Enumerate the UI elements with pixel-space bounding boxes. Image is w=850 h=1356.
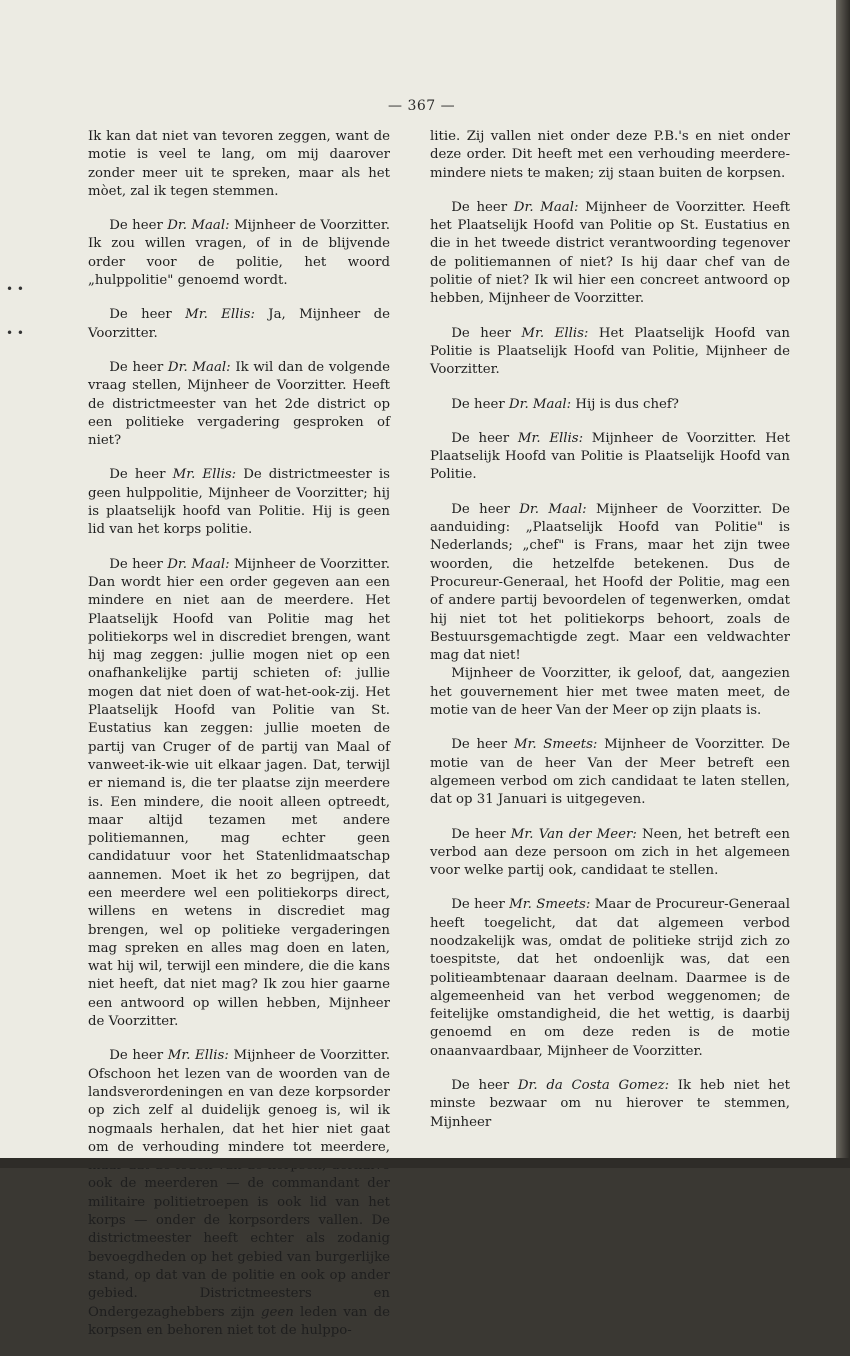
speech-paragraph [430,325,790,380]
speech-text: Neen, het betreft een verbod aan deze persoon om zich in het algemeen voor welke partij ook, candidaat te stellen. [430,826,790,879]
speech-text: Ik wil dan de volgende vraag stellen, Mijnheer de Voorzitter. Heeft de districtmeester van het 2de district op een politieke vergadering gesproken of niet? [88,359,390,449]
speaker-name: Dr. Maal: [508,396,572,412]
speech-paragraph [430,1077,790,1132]
speech-text: Maar de Procureur-Generaal heeft toegelicht, dat dat algemeen verbod noodzakelijk was, omdat de politieke strijd zich zo toespitste, dat het ondoenlijk was, dat een politieambtenaar daaraan deelnam. Daarmee is de algemeenheid van het verbod weggenomen; de feitelijke omstandigheid, die het wettig, is daarbij genoemd en om deze reden is de motie onaanvaardbaar, Mijnheer de Voorzitter. [430,897,790,1059]
speech-paragraph [88,217,390,290]
continued-paragraph [430,128,790,183]
speaker-name: Mr. Ellis: [521,325,589,341]
scan-edge-bottom [0,1158,850,1168]
speech-text: litie. Zij vallen niet onder deze P.B.'s en niet onder deze order. Dit heeft met een verhouding meerdere-mindere niets te maken; zij staan buiten de korpsen. [430,129,790,181]
speaker-name: Mr. Ellis: [185,307,255,323]
speech-text: De heer [451,1078,518,1094]
speech-paragraph [430,199,790,309]
speech-text: Mijnheer de Voorzitter. De motie van de heer Van der Meer betreft een algemeen verbod om zich candidaat te laten stellen, dat op 31 Januari is uitgegeven. [430,737,790,808]
speech-text: leden van de korpsen en behoren niet tot de hulppo- [88,1304,390,1338]
continued-paragraph [88,128,390,201]
speech-paragraph [88,1047,390,1340]
speaker-name: Mr. Ellis: [172,467,237,483]
speech-text: De heer [451,199,514,215]
speech-text: De heer [109,467,173,483]
speech-text: Mijnheer de Voorzitter. Ofschoon het lezen van de woorden van de landsverordeningen en van deze korpsorder op zich zelf al duidelijk genoeg is, wil ik nogmaals herhalen, dat het hier niet gaat om de verhouding mindere tot meerdere, ook de meerderen — de commandant der militaire politietroepen is ook lid van het korps — onder de korpsorders vallen. De districtmeester heeft echter als zodanig bevoegdheden op het gebied van burgerlijke stand, op dat van de politie en ook op ander gebied. Districtmeesters en Ondergezaghebbers zijn [88,1048,390,1320]
speech-text: Ik heb niet het minste bezwaar om nu hierover te stemmen, Mijnheer [430,1078,790,1130]
speech-text: Mijnheer de Voorzitter, ik geloof, dat, aangezien het gouvernement hier met twee maten meet, de motie van de heer Van der Meer op zijn plaats is. [430,666,790,719]
speech-paragraph [88,466,390,539]
page-number: — 367 — [388,98,456,114]
speech-text: De heer [109,359,168,375]
speech-text: De heer [451,430,518,446]
speaker-name: Dr. Maal: [513,199,579,215]
speech-text: Mijnheer de Voorzitter. De aanduiding: „Plaatselijk Hoofd van Politie" is Nederlands; „chef" is Frans, maar het zijn twee woorden, die hetzelfde betekenen. Dus de Procureur-Generaal, het Hoofd der Politie, mag een of andere partij bevoordelen of tegenwerken, omdat hij niet tot het politiekorps behoort, zoals de Bestuursgemachtigde zegt. Maar een veldwachter mag dat niet! [430,501,790,664]
speech-text: Hij is dus chef? [571,396,679,412]
speech-text: De heer [109,556,168,572]
right-column [430,128,790,1148]
speech-text: De heer [109,218,168,234]
scan-edge-right [836,0,850,1168]
speech-paragraph [88,306,390,343]
speech-text: De heer [451,897,510,913]
speech-text: Ja, Mijnheer de Voorzitter. [88,307,390,341]
speaker-name: Mr. Ellis: [167,1048,229,1064]
speech-text: De heer [451,501,520,517]
speaker-name: Dr. Maal: [167,218,230,234]
speech-paragraph [88,359,390,450]
speech-paragraph [430,501,790,666]
speech-paragraph [430,396,790,414]
speech-text: De heer [451,737,514,753]
speech-text: Mijnheer de Voorzitter. Dan wordt hier een order gegeven aan een mindere en niet aan de meerdere. Het Plaatselijk Hoofd van Politie mag het politiekorps wel in discrediet brengen, want hij mag zeggen: jullie mogen niet op een onafhankelijke partij schieten of: jullie mogen dat niet doen of wat-het-ook-zij. Het Plaatselijk Hoofd van Politie van St. Eustatius kan zeggen: jullie moeten de partij van Cruger of de partij van Maal of vanweet-ik-wie uit elkaar jagen. Dat, terwijl er niemand is, die ter plaatse zijn meerdere is. Een mindere, die nooit alleen optreedt, maar altijd tezamen met andere politiemannen, mag echter geen candidatuur voor het Statenlidmaatschap aannemen. Moet ik het zo begrijpen, dat een meerdere wel een politiekorps direct, willens en wetens in discrediet mag brengen, wel op politieke vergaderingen mag spreken en alles mag doen en laten, wat hij wil, terwijl een mindere, die die kans niet heeft, dat niet mag? Ik zou hier gaarne een antwoord op willen hebben, Mijnheer de Voorzitter. [88,556,390,1030]
speech-text: Het Plaatselijk Hoofd van Politie is Plaatselijk Hoofd van Politie, Mijnheer de Voorzitter. [430,325,790,378]
speaker-name: Mr. Smeets: [513,737,598,753]
speaker-name: Mr. Ellis: [517,430,584,446]
speech-text: Mijnheer de Voorzitter. Het Plaatselijk Hoofd van Politie is Plaatselijk Hoofd van Politie. [430,430,790,483]
speech-text: De heer [451,826,511,842]
speech-paragraph [430,665,790,720]
speech-paragraph [430,736,790,809]
speech-paragraph [430,896,790,1061]
margin-mark-icon: • • [6,282,24,296]
speech-text: De heer [451,396,509,412]
speech-text: Mijnheer de Voorzitter. Heeft het Plaatselijk Hoofd van Politie op St. Eustatius en die in het tweede district verantwoording tegenover de politiemannen of niet? Is hij daar chef van de politie of niet? Ik wil hier een concreet antwoord op hebben, Mijnheer de Voorzitter. [430,199,790,307]
speaker-name: Mr. Smeets: [509,897,591,913]
speaker-name: Dr. Maal: [167,556,230,572]
speaker-name: Dr. Maal: [167,359,231,375]
speaker-name: Dr. da Costa Gomez: [517,1078,670,1094]
speech-text: De districtmeester is geen hulppolitie, Mijnheer de Voorzitter; hij is plaatselijk hoofd van Politie. Hij is geen lid van het korps politie. [88,467,390,538]
left-column [88,128,390,1356]
speech-text: Mijnheer de Voorzitter. Ik zou willen vragen, of in de blijvende order voor de politie, het woord „hulppolitie" genoemd wordt. [88,218,390,289]
speech-text: De heer [109,307,186,323]
speaker-name: geen [260,1304,294,1320]
speech-paragraph [430,430,790,485]
speech-paragraph [88,556,390,1032]
speech-text: De heer [109,1048,168,1064]
margin-mark-icon: • • [6,326,24,340]
speaker-name: Dr. Maal: [519,501,587,517]
speech-text: De heer [451,325,522,341]
speech-text: Ik kan dat niet van tevoren zeggen, want de motie is veel te lang, om mij daarover zonder meer uit te spreken, maar als het mòet, zal ik tegen stemmen. [88,129,390,199]
speech-paragraph [430,826,790,881]
speaker-name: Mr. Van der Meer: [510,826,637,842]
